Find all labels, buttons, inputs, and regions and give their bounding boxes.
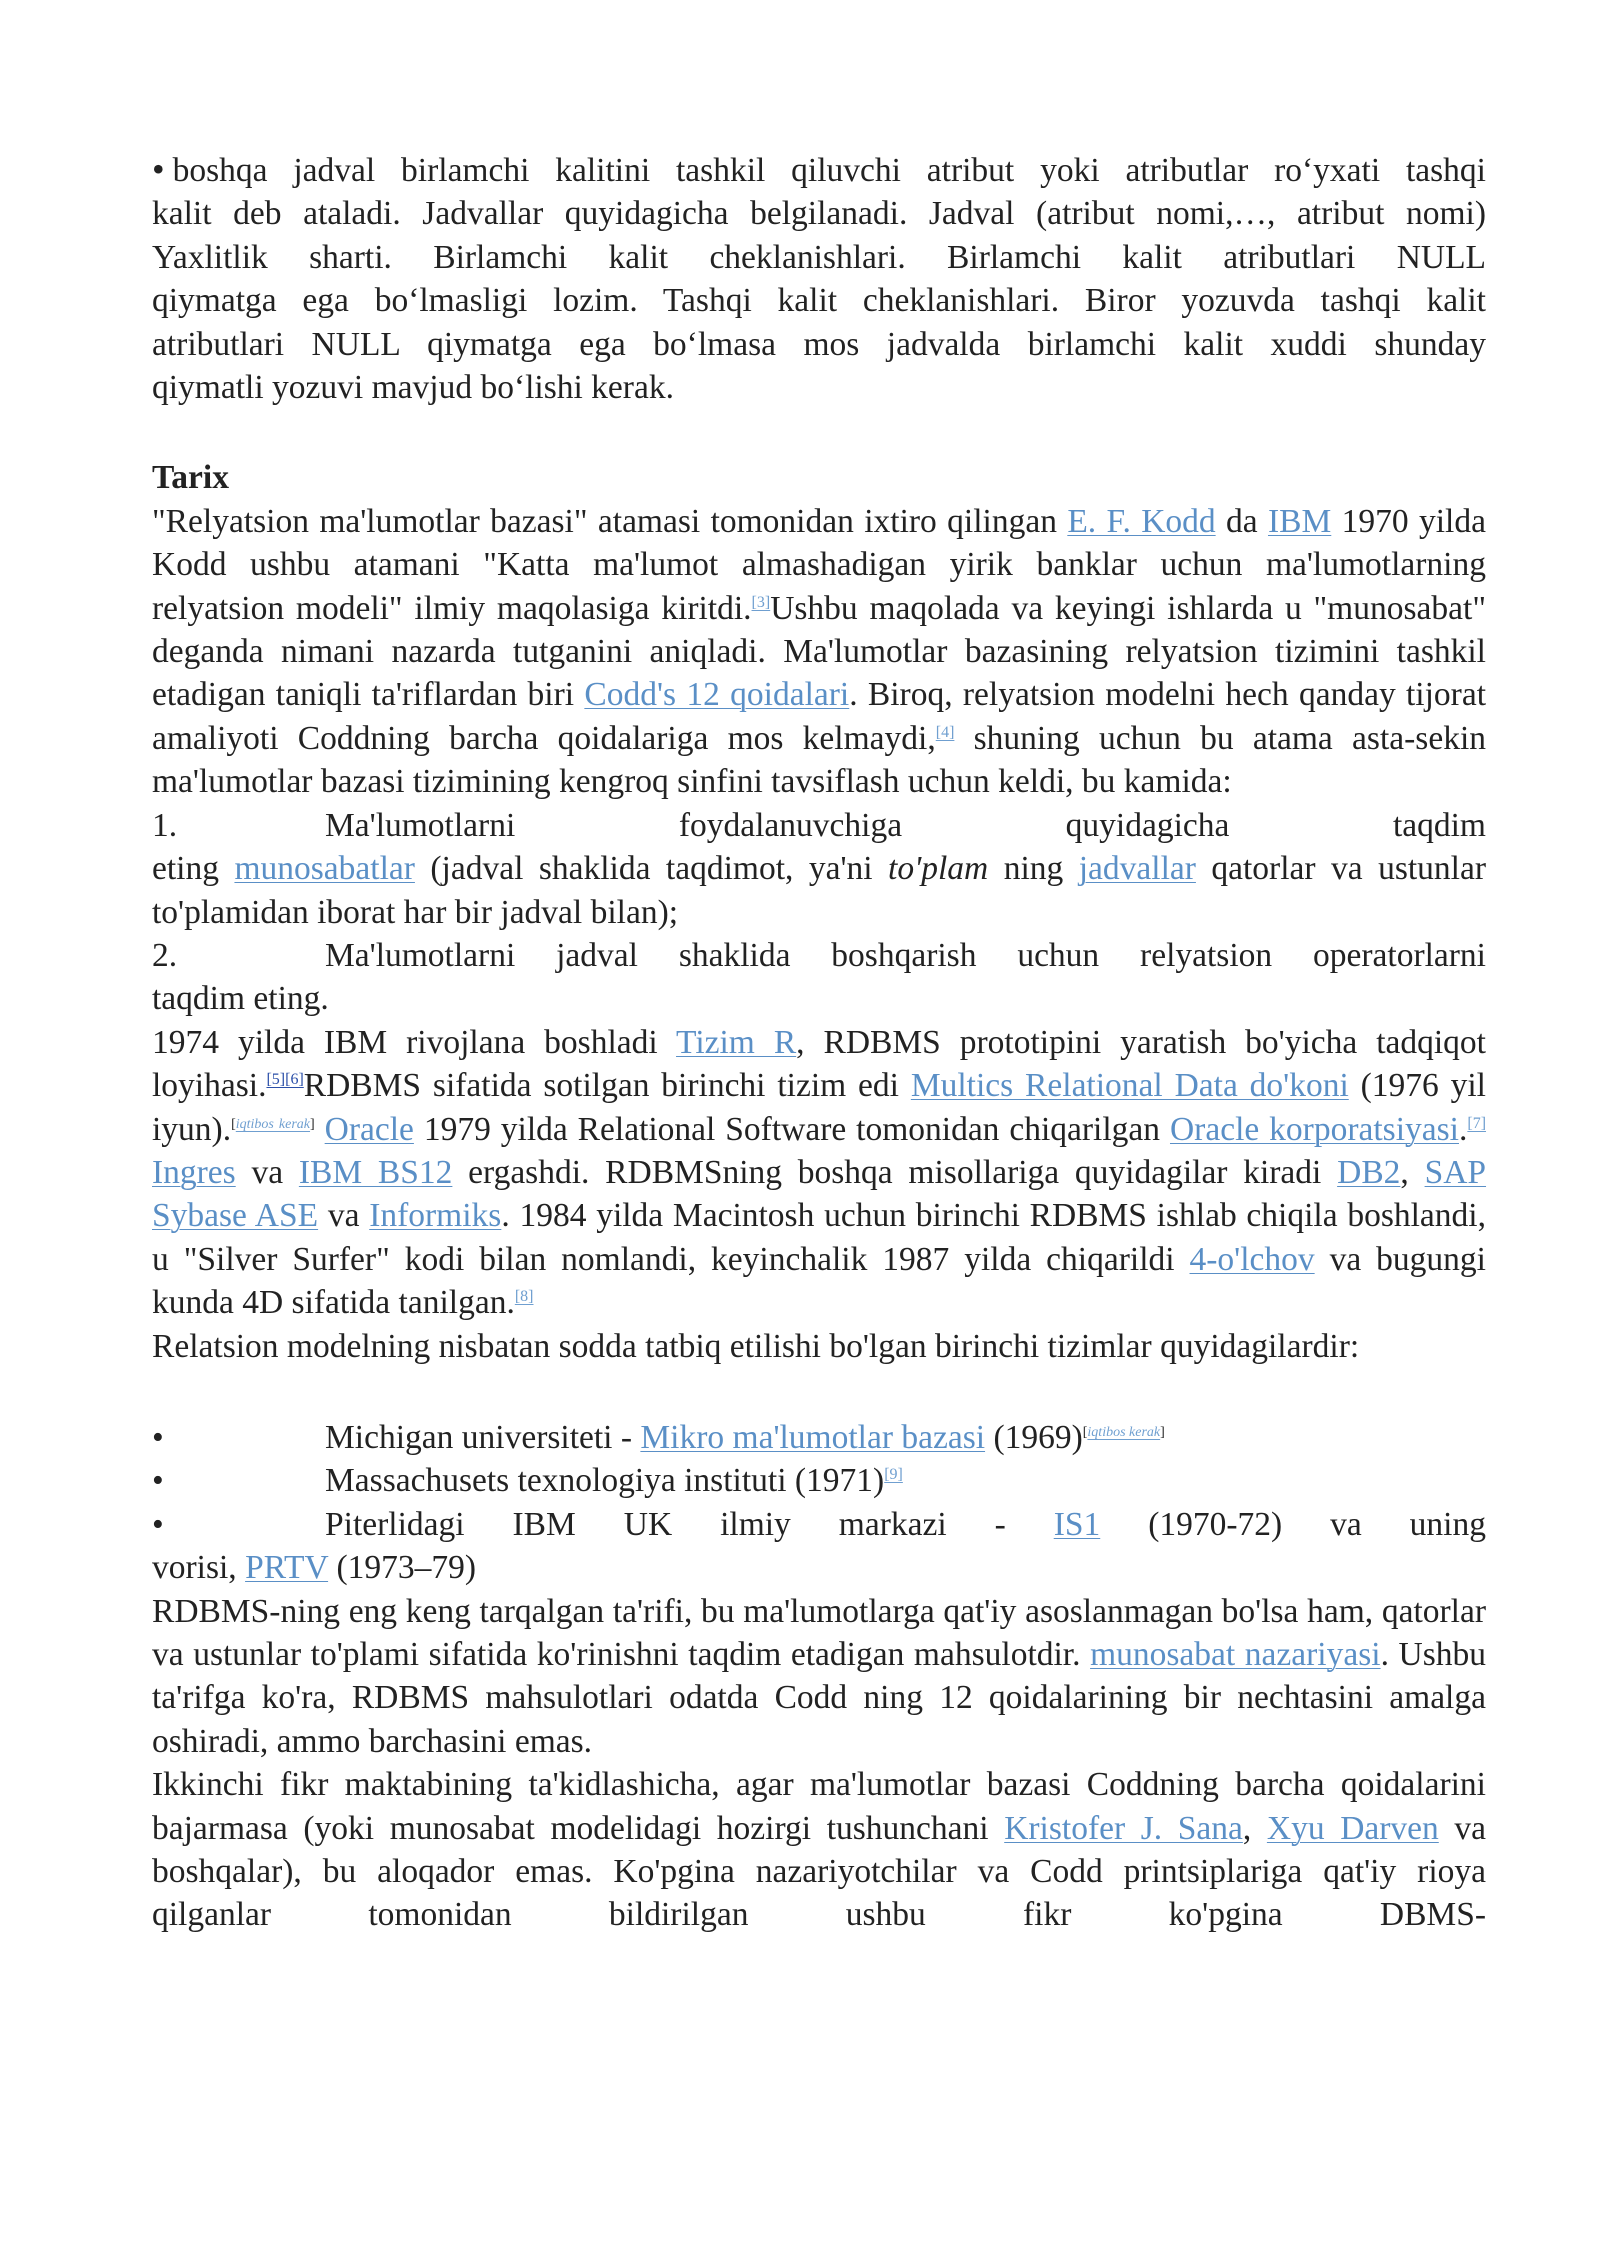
link-ingres[interactable]: Ingres (152, 1153, 236, 1191)
numbered-item-1-first-line (152, 804, 1486, 847)
text-run: Ma'lumotlarni jadval shaklida boshqarish uchun relyatsion operatorlarni (325, 936, 1486, 974)
link-jadvallar[interactable]: jadvallar (1078, 850, 1196, 888)
link-ibm-bs12[interactable]: IBM BS12 (298, 1153, 453, 1191)
text-run: eting (152, 850, 235, 888)
item-number: 2. (152, 936, 178, 974)
citation-4[interactable]: [4] (935, 723, 955, 741)
text-run: , (1400, 1153, 1425, 1191)
link-multics-relational-data-store[interactable]: Multics Relational Data do'koni (910, 1067, 1349, 1105)
section-heading: Tarix (152, 459, 229, 497)
text-run: RDBMS sifatida sotilgan birinchi tizim edi (303, 1067, 911, 1105)
text-run: . 1984 yilda Macintosh uchun birinchi RDBMS ishlab chiqila boshlandi, u "Silver Surfer" kodi bilan nomlandi, keyinchalik 1987 yilda chiqarildi (152, 1197, 1486, 1278)
text-run: va bugungi kunda 4D sifatida tanilgan. (152, 1240, 1486, 1322)
text-run: foydalanuvchiga (678, 806, 903, 844)
text-run: va (235, 1153, 299, 1191)
text-run: (1969) (985, 1418, 1083, 1456)
link-hugh-darwen[interactable]: Xyu Darven (1266, 1809, 1439, 1847)
intro-line: Yaxlitlik sharti. Birlamchi kalit cheklanishlari. Birlamchi kalit atributlari NULL (152, 238, 1486, 276)
link-oracle-corporation[interactable]: Oracle korporatsiyasi (1169, 1110, 1459, 1148)
text-run: RDBMS-ning eng keng tarqalgan ta'rifi, bu ma'lumotlarga qat'iy asoslanmagan bo'lsa ham, qatorlar va ustunlar to'plami sifatida ko'rinishni taqdim etadigan mahsulotdir. (152, 1592, 1486, 1673)
text-run: Ma'lumotlarni (325, 806, 516, 844)
citation-5-6[interactable]: [5][6] (266, 1071, 304, 1089)
text-run: . Biroq, relyatsion modelni hech qanday tijorat amaliyoti Coddning barcha qoidalariga mos kelmaydi, (152, 676, 1487, 757)
link-codds-12-rules[interactable]: Codd's 12 qoidalari (584, 676, 850, 714)
numbered-item-1-body (152, 847, 1486, 934)
bullet-icon: • (152, 1462, 164, 1500)
list-item-continuation (152, 1546, 1486, 1589)
link-prtv[interactable]: PRTV (245, 1549, 329, 1587)
text-run: "Relyatsion ma'lumotlar bazasi" atamasi tomonidan ixtiro qilingan (152, 502, 1068, 540)
text-run: (1970-72) va uning (1100, 1505, 1486, 1543)
text-run: Ushbu maqolada va keyingi ishlarda u "munosabat" deganda nimani nazarda tutganini aniqladi. Ma'lumotlar bazasining relyatsion tizimini tashkil etadigan taniqli ta'riflardan biri (152, 589, 1487, 714)
text-run: ning (988, 850, 1079, 888)
text-run: va (318, 1197, 370, 1235)
text-run: qatorlar va ustunlar to'plamidan iborat har bir jadval bilan); (152, 850, 1486, 931)
link-oracle[interactable]: Oracle (324, 1110, 414, 1148)
text-run: va boshqalar), bu aloqador emas. Ko'pgina nazariyotchilar va Codd printsiplariga qat'iy rioya qilganlar tomonidan bildirilgan ushbu fikr ko'pgina DBMS- (152, 1809, 1487, 1934)
document-page (152, 148, 1486, 1937)
bullet-icon: • (152, 149, 165, 189)
text-run: . Ushbu ta'rifga ko'ra, RDBMS mahsulotlari odatda Codd ning 12 qoidalarining bir nechtasini amalga oshiradi, ammo barchasini emas. (152, 1636, 1487, 1760)
list-item (152, 1503, 1486, 1546)
numbered-item-2-cont: taqdim eting. (152, 980, 329, 1018)
link-4th-dimension[interactable]: 4-o'lchov (1189, 1240, 1315, 1278)
text-run (315, 1111, 325, 1148)
text-run: , (1242, 1809, 1267, 1847)
citation-8[interactable]: [8] (514, 1288, 534, 1306)
text-run: Piterlidagi IBM UK ilmiy markazi - (325, 1505, 1054, 1543)
list-item (152, 1459, 1486, 1502)
text-run: Ikkinchi fikr maktabining ta'kidlashicha, agar ma'lumotlar bazasi Coddning barcha qoidalarini bajarmasa (yoki munosabat modelidagi hozirgi tushunchani (152, 1766, 1486, 1847)
bullet-icon: • (152, 1505, 164, 1543)
intro-line: atributlari NULL qiymatga ega bo‘lmasa mos jadvalda birlamchi kalit xuddi shunday (152, 325, 1486, 363)
link-is1[interactable]: IS1 (1053, 1505, 1101, 1543)
intro-line: boshqa jadval birlamchi kalitini tashkil qiluvchi atribut yoki atributlar ro‘yxati tashqi (172, 152, 1486, 189)
text-run: Massachusets texnologiya instituti (1971) (325, 1462, 885, 1500)
citation-9[interactable]: [9] (884, 1466, 903, 1484)
text-run: , RDBMS prototipini yaratish bo'yicha tadqiqot loyihasi. (152, 1023, 1486, 1105)
link-ibm[interactable]: IBM (1267, 502, 1332, 540)
list-item: • Michigan universiteti - Mikro ma'lumotlar bazasi (1969)[iqtibos kerak] (152, 1416, 1486, 1459)
link-christopher-j-date[interactable]: Kristofer J. Sana (1004, 1809, 1243, 1847)
citation-7[interactable]: [7] (1467, 1114, 1487, 1132)
italic-term: to'plam (888, 850, 989, 888)
bullet-icon: • (152, 1418, 164, 1456)
link-e-f-kodd[interactable]: E. F. Kodd (1067, 502, 1216, 540)
text-run: vorisi, (152, 1549, 246, 1587)
citation-needed-link[interactable]: iqtibos kerak (235, 1116, 311, 1132)
link-informix[interactable]: Informiks (369, 1197, 502, 1235)
citation-3[interactable]: [3] (751, 593, 771, 611)
intro-line: qiymatli yozuvi mavjud bo‘lishi kerak. (152, 369, 674, 407)
intro-line: qiymatga ega bo‘lmasligi lozim. Tashqi kalit cheklanishlari. Biror yozuvda tashqi kalit (152, 282, 1486, 320)
item-number: 1. (152, 806, 178, 844)
link-micro-dbms[interactable]: Mikro ma'lumotlar bazasi (640, 1418, 986, 1456)
text-run: (jadval shaklida taqdimot, ya'ni (414, 850, 889, 888)
text-run: quyidagicha (1065, 806, 1230, 844)
text-run: da (1215, 502, 1268, 540)
text-run: (1976 yil iyun). (152, 1067, 1486, 1148)
link-sap-sybase-ase[interactable]: SAP Sybase ASE (152, 1153, 1487, 1235)
link-system-r[interactable]: Tizim R (676, 1023, 797, 1061)
text-run: (1973–79) (328, 1549, 477, 1587)
intro-paragraph (152, 148, 1486, 409)
numbered-item-2-first-line (152, 934, 1486, 977)
history-paragraph-3: Relatsion modelning nisbatan sodda tatbiq etilishi bo'lgan birinchi tizimlar quyidagilardir: (152, 1327, 1360, 1365)
text-run: 1974 yilda IBM rivojlana boshladi (152, 1023, 677, 1061)
link-db2[interactable]: DB2 (1337, 1153, 1401, 1191)
link-relational-theory[interactable]: munosabat nazariyasi (1090, 1636, 1381, 1673)
history-paragraph-4 (152, 1590, 1486, 1764)
text-run: Michigan universiteti - (325, 1418, 641, 1456)
history-paragraph-5 (152, 1763, 1486, 1937)
text-run: taqdim (1392, 806, 1486, 844)
text-run: ergashdi. RDBMSning boshqa misollariga quyidagilar kiradi (452, 1153, 1338, 1191)
text-run: . (1458, 1110, 1468, 1148)
citation-needed-link[interactable]: iqtibos kerak (1087, 1424, 1161, 1440)
intro-line: kalit deb ataladi. Jadvallar quyidagicha belgilanadi. Jadval (atribut nomi,…, atribut nomi) (152, 195, 1486, 233)
history-paragraph-2: 1974 yilda IBM rivojlana boshladi Tizim R, RDBMS prototipini yaratish bo'yicha tadqiqot loyihasi.[5][6]RDBMS sifatida sotilgan birinchi tizim edi Multics Relational Data do'koni (1976 yil iyun).[iqtibos kerak] Oracle 1979 yilda Relational Software tomonidan chiqarilgan Oracle korporatsiyasi.[7] Ingres va IBM BS12 ergashdi. RDBMSning boshqa misollariga quyidagilar kiradi DB2, SAP Sybase ASE va Informiks. 1984 yilda Macintosh uchun birinchi RDBMS ishlab chiqila boshlandi, u "Silver Surfer" kodi bilan nomlandi, keyinchalik 1987 yilda chiqarildi 4-o'lchov va bugungi kunda 4D sifatida tanilgan.[8] (152, 1023, 1487, 1322)
text-run: 1979 yilda Relational Software tomonidan chiqarilgan (413, 1110, 1170, 1148)
text-run: shuning uchun bu atama asta-sekin ma'lumotlar bazasi tizimining kengroq sinfini tavsiflash uchun keldi, bu kamida: (152, 719, 1486, 801)
history-paragraph-1 (152, 500, 1486, 804)
link-munosabatlar[interactable]: munosabatlar (234, 850, 415, 888)
text-run: 1970 yilda Kodd ushbu atamani "Katta ma'lumot almashadigan yirik banklar uchun ma'lumotlarning relyatsion modeli" ilmiy maqolasiga kiritdi. (152, 502, 1486, 627)
